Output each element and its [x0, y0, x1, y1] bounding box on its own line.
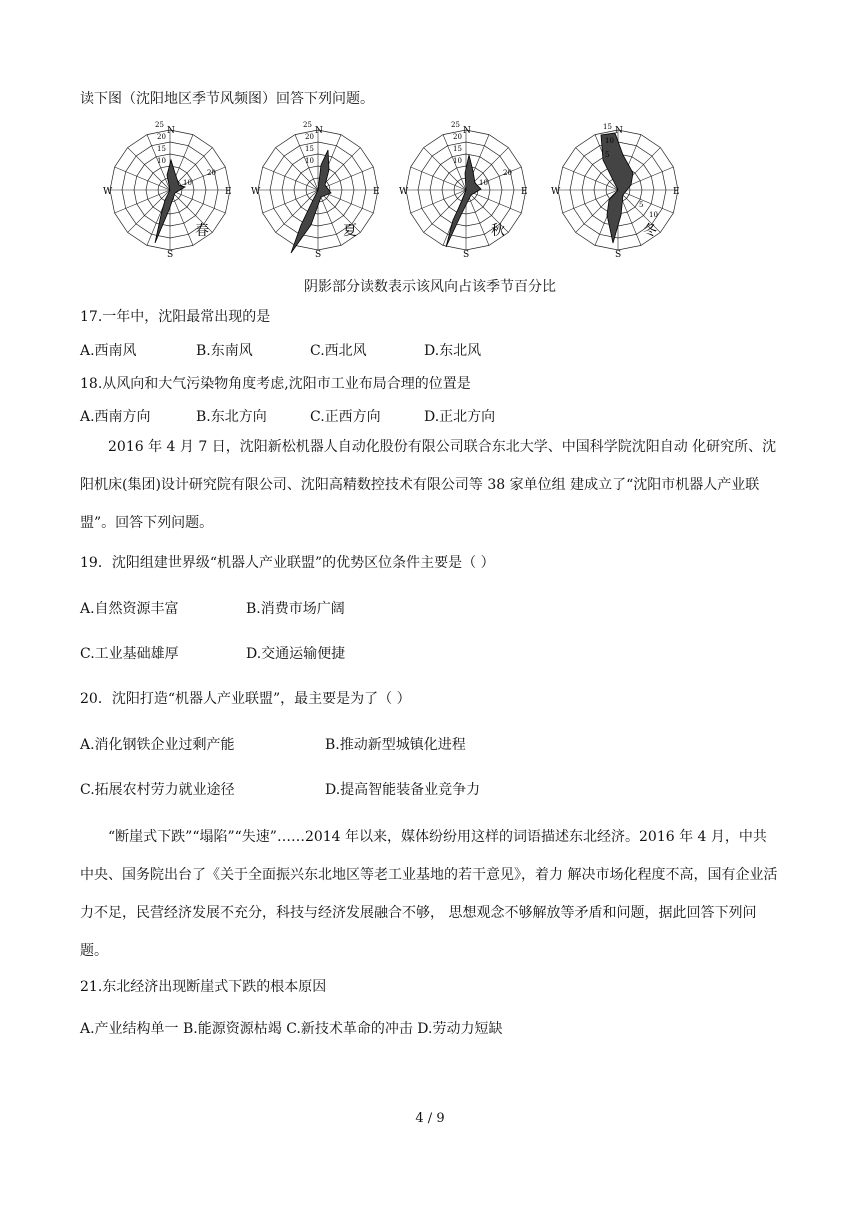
q20-option-d[interactable]: D.提高智能装备业竞争力 [325, 782, 481, 798]
rose-shading [446, 155, 481, 247]
scale-label: 10 [649, 211, 658, 219]
compass-s: S [463, 250, 470, 260]
scale-label: 15 [157, 145, 166, 153]
scale-label: 15 [603, 123, 612, 131]
compass-w: W [399, 187, 409, 197]
q18-option-c[interactable]: C.正西方向 [310, 409, 381, 425]
scale-label: 15 [453, 145, 462, 153]
q18-option-a[interactable]: A.西南方向 [80, 409, 151, 425]
wind-rose-spring [95, 115, 245, 265]
q19-option-c[interactable]: C.工业基础雄厚 [80, 646, 179, 662]
q21-options[interactable]: A.产业结构单一 B.能源资源枯竭 C.新技术革命的冲击 D.劳动力短缺 [80, 1021, 503, 1037]
grid-spoke [128, 148, 170, 190]
scale-label: 10 [453, 157, 462, 165]
q17-option-b[interactable]: B.东南风 [196, 343, 253, 359]
season-label: 夏 [343, 223, 357, 239]
grid-spoke [276, 148, 318, 190]
q19-option-b[interactable]: B.消费市场广阔 [246, 601, 345, 617]
compass-n: N [615, 126, 623, 136]
season-label: 秋 [491, 223, 505, 239]
wind-rose-summer [243, 115, 393, 265]
q17-option-a[interactable]: A.西南风 [80, 343, 137, 359]
q17-option-c[interactable]: C.西北风 [310, 343, 367, 359]
q19-option-a[interactable]: A.自然资源丰富 [80, 601, 179, 617]
compass-w: W [251, 187, 261, 197]
scale-label: 20 [157, 133, 166, 141]
q18-option-b[interactable]: B.东北方向 [196, 409, 267, 425]
q17-stem: 17.一年中，沈阳最常出现的是 [80, 309, 271, 325]
figure-caption: 阴影部分读数表示该风向占该季节百分比 [304, 279, 556, 295]
wind-rose-autumn [391, 115, 541, 265]
grid-spoke [424, 148, 466, 190]
intro-text: 读下图（沈阳地区季节风频图）回答下列问题。 [80, 91, 374, 107]
q21-stem: 21.东北经济出现断崖式下跌的根本原因 [80, 979, 327, 995]
scale-label: 5 [605, 151, 610, 159]
q17-option-d[interactable]: D.东北风 [424, 343, 482, 359]
compass-s: S [315, 250, 322, 260]
passage-robot-alliance: 2016 年 4 月 7 日，沈阳新松机器人自动化股份有限公司联合东北大学、中国科学院沈阳自动 化研究所、沈阳机床(集团)设计研究院有限公司、沈阳高精数控技术有限公司等 38 家单位组 建成立了“沈阳市机器人产业联盟”。回答下列问题。 [80, 439, 777, 531]
season-label: 冬 [643, 223, 657, 239]
compass-s: S [615, 250, 622, 260]
q20-option-b[interactable]: B.推动新型城镇化进程 [325, 737, 466, 753]
q19-option-d[interactable]: D.交通运输便捷 [246, 646, 346, 662]
passage-northeast-economy: “断崖式下跌”“塌陷”“失速”……2014 年以来，媒体纷纷用这样的词语描述东北经济。2016 年 4 月，中共中央、国务院出台了《关于全面振兴东北地区等老工业基地的若干意见》，着力 解决市场化程度不高，国有企业活力不足，民营经济发展不充分，科技与经济发展融合不够， 思想观念不够解放等矛盾和问题，据此回答下列问题。 [80, 829, 778, 959]
compass-s: S [167, 250, 174, 260]
scale-label: 20 [503, 169, 512, 177]
scale-label: 20 [207, 169, 216, 177]
q18-option-d[interactable]: D.正北方向 [424, 409, 496, 425]
scale-label: 10 [479, 179, 488, 187]
scale-label: 20 [453, 133, 462, 141]
wind-rose-figure [95, 115, 755, 275]
compass-e: E [521, 187, 528, 197]
compass-e: E [673, 187, 680, 197]
scale-label: 25 [451, 121, 460, 129]
season-label: 春 [195, 223, 209, 239]
scale-label: 10 [183, 179, 192, 187]
q20-stem: 20．沈阳打造“机器人产业联盟”，最主要是为了（ ） [80, 691, 411, 707]
compass-w: W [103, 187, 113, 197]
compass-n: N [167, 126, 175, 136]
compass-n: N [315, 126, 323, 136]
scale-label: 20 [305, 133, 314, 141]
scale-label: 10 [605, 137, 614, 145]
scale-label: 10 [305, 157, 314, 165]
scale-label: 10 [157, 157, 166, 165]
compass-n: N [463, 126, 471, 136]
q20-option-a[interactable]: A.消化钢铁企业过剩产能 [80, 737, 235, 753]
scale-label: 25 [155, 121, 164, 129]
compass-e: E [373, 187, 380, 197]
rose-shading [601, 133, 633, 243]
scale-label: 25 [303, 121, 312, 129]
q20-option-c[interactable]: C.拓展农村劳力就业途径 [80, 782, 235, 798]
q18-stem: 18.从风向和大气污染物角度考虑,沈阳市工业布局合理的位置是 [80, 376, 471, 392]
q19-stem: 19．沈阳组建世界级“机器人产业联盟”的优势区位条件主要是（ ） [80, 555, 495, 571]
compass-w: W [551, 187, 561, 197]
wind-rose-winter [543, 115, 693, 265]
page-number: 4 / 9 [415, 1111, 445, 1126]
compass-e: E [225, 187, 232, 197]
scale-label: 5 [639, 201, 644, 209]
scale-label: 15 [305, 145, 314, 153]
